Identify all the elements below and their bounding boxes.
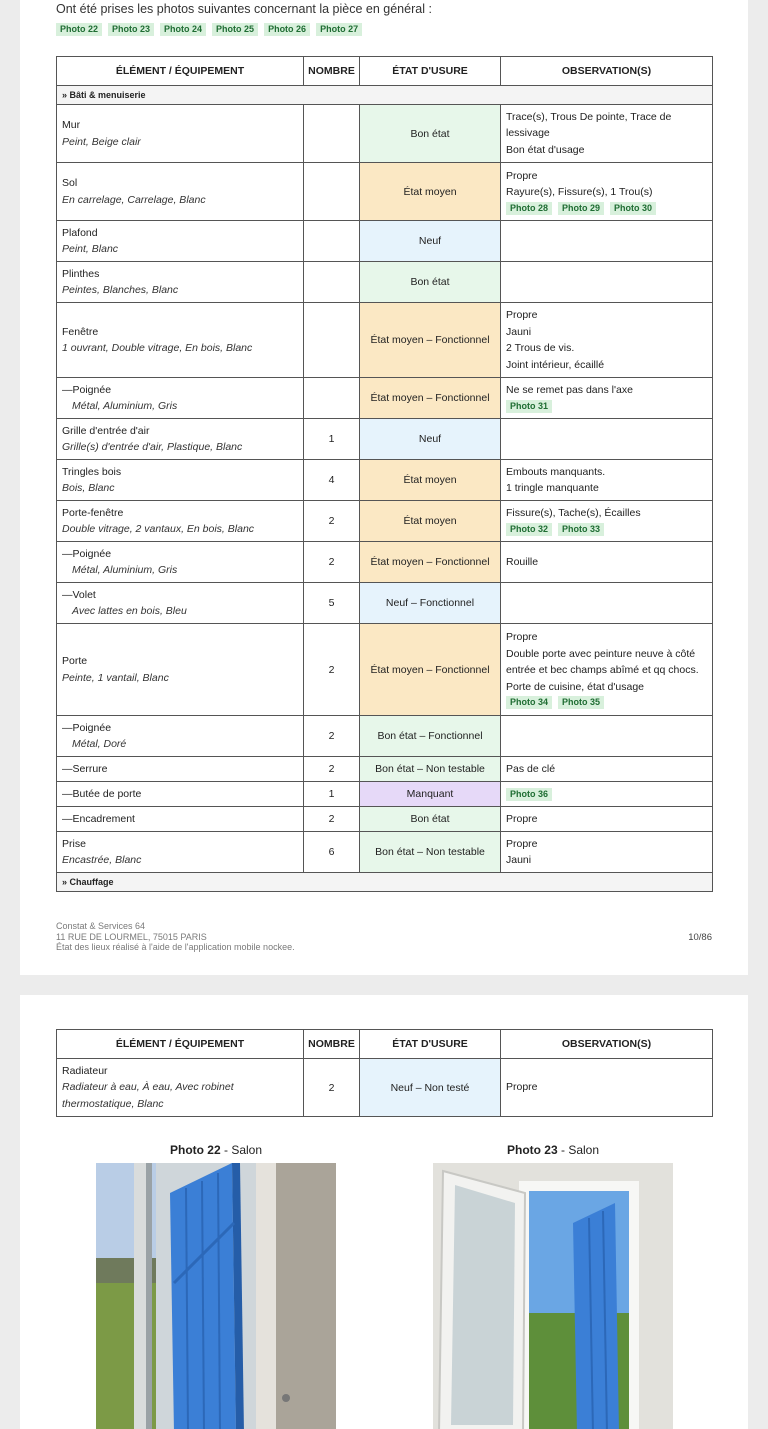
photo-tag[interactable]: Photo 29 [558,202,604,215]
element-desc: Peint, Blanc [62,243,119,255]
element-name: Radiateur [62,1064,108,1077]
element-desc: Peint, Beige clair [62,135,141,148]
element-name: Grille d'entrée d'air [62,424,150,437]
element-name: Fenêtre [62,325,99,338]
observation-line: Double porte avec peinture neuve à côté entrée et bec champs abîmé et qq chocs. [506,647,699,676]
section-row [57,873,713,892]
footer-note: État des lieux réalisé à l'aide de l'application mobile nockee. [56,942,295,952]
table-row [57,378,713,419]
element-count [304,303,360,378]
element-state: Neuf – Fonctionnel [360,583,501,624]
observation-line: Embouts manquants. [506,465,606,478]
element-state: État moyen – Fonctionnel [360,542,501,583]
photo-tag[interactable]: Photo 27 [316,23,362,36]
element-name: Sol [62,177,78,189]
report-page-11 [20,995,748,1429]
element-count: 2 [304,757,360,782]
observation-line: Ne se remet pas dans l'axe [506,384,633,397]
table-row [57,716,713,757]
element-state: Bon état – Fonctionnel [360,716,501,757]
photo-tag[interactable]: Photo 26 [264,23,310,36]
element-count: 2 [304,1059,360,1117]
table-header-row [57,1030,713,1059]
footer-address: 11 RUE DE LOURMEL, 75015 PARIS [56,931,207,942]
element-count: 1 [304,782,360,807]
table-row [57,262,713,303]
element-desc: Avec lattes en bois, Bleu [72,605,187,617]
photo-tag[interactable]: Photo 32 [506,523,552,536]
element-name: —Volet [62,588,96,601]
photo-tag[interactable]: Photo 30 [610,202,656,215]
observation-cell [501,221,713,262]
element-desc: Peinte, 1 vantail, Blanc [62,671,169,684]
photo-22-block [96,1143,336,1429]
photo-label: Photo 22 [169,1143,221,1157]
table-row [57,807,713,832]
observation-line: Rouille [506,555,539,568]
observation-line: Jauni [506,325,532,338]
element-state: État moyen – Fonctionnel [360,378,501,419]
element-count: 1 [304,419,360,460]
element-name: —Poignée [62,547,112,560]
element-desc: Encastrée, Blanc [62,854,142,866]
general-photo-tags [56,23,362,36]
observation-line: Jauni [506,854,532,866]
section-chauffage-label: » Chauffage [57,873,713,892]
table-row [57,163,713,221]
element-name: Plafond [62,226,98,239]
observation-line: Joint intérieur, écaillé [506,358,605,371]
element-count [304,163,360,221]
footer-company: Constat & Services 64 [56,921,146,931]
observation-line: Fissure(s), Tache(s), Écailles [506,507,641,520]
element-desc: Métal, Doré [72,738,127,750]
observation-cell [501,419,713,460]
header-element: ÉLÉMENT / ÉQUIPEMENT [57,1030,304,1059]
report-page-10 [20,0,748,975]
element-desc: 1 ouvrant, Double vitrage, En bois, Blanc [62,342,253,354]
table-row [57,419,713,460]
element-state: Bon état [360,105,501,163]
element-count: 2 [304,542,360,583]
element-name: Plinthes [62,267,100,280]
element-count [304,378,360,419]
observation-line: 2 Trous de vis. [506,342,575,354]
element-desc: Peintes, Blanches, Blanc [62,284,179,296]
observation-line: Porte de cuisine, état d'usage [506,680,645,693]
element-desc: Grille(s) d'entrée d'air, Plastique, Blanc [62,441,243,453]
photo-22-image[interactable] [96,1163,336,1429]
element-state: Bon état [360,807,501,832]
element-name: —Poignée [62,383,112,396]
element-name: Prise [62,837,86,850]
observation-line: Propre [506,631,538,643]
element-state: Bon état – Non testable [360,757,501,782]
element-count: 4 [304,460,360,501]
inventory-table [56,1029,713,1117]
element-state: Neuf [360,221,501,262]
element-name: Mur [62,119,81,131]
photo-caption [96,1143,336,1157]
element-desc: Métal, Aluminium, Gris [72,400,178,412]
observation-line: Propre [506,812,538,825]
table-row [57,501,713,542]
header-observations: OBSERVATION(S) [501,57,713,86]
observation-line: Bon état d'usage [506,143,585,156]
section-row [57,86,713,105]
photo-23-image[interactable] [433,1163,673,1429]
observation-cell [501,262,713,303]
table-row [57,221,713,262]
element-count [304,262,360,303]
inventory-table [56,56,713,892]
observation-line: Rayure(s), Fissure(s), 1 Trou(s) [506,186,653,198]
element-count [304,105,360,163]
table-row [57,542,713,583]
table-row [57,1059,713,1117]
observation-line: Propre [506,169,538,182]
element-desc: Bois, Blanc [62,482,115,494]
element-name: Porte-fenêtre [62,506,124,519]
observation-line: Trace(s), Trous De pointe, Trace de lessivage [506,110,672,140]
element-count: 2 [304,807,360,832]
element-name: —Serrure [62,762,108,775]
element-state: Manquant [360,782,501,807]
photo-label: Photo 23 [506,1143,558,1157]
table-row [57,832,713,873]
photo-tag[interactable]: Photo 25 [212,23,258,36]
element-state: État moyen – Fonctionnel [360,624,501,716]
element-name: Porte [62,655,88,667]
header-element: ÉLÉMENT / ÉQUIPEMENT [57,57,304,86]
page-footer [56,921,295,953]
element-count: 5 [304,583,360,624]
page-number: 10/86 [688,932,712,943]
photo-tag[interactable]: Photo 31 [506,400,552,413]
element-state: Neuf [360,419,501,460]
table-row [57,757,713,782]
photos-intro-text: Ont été prises les photos suivantes concernant la pièce en général : [56,2,432,16]
photo-23-block [433,1143,673,1429]
element-count: 2 [304,624,360,716]
element-state: Neuf – Non testé [360,1059,501,1117]
photo-tag[interactable]: Photo 33 [558,523,604,536]
table-row [57,583,713,624]
element-name: —Encadrement [62,812,135,825]
element-desc: En carrelage, Carrelage, Blanc [62,193,206,206]
observation-cell [501,716,713,757]
element-state: Bon état [360,262,501,303]
table-row [57,105,713,163]
element-name: Tringles bois [62,465,122,478]
element-desc: Métal, Aluminium, Gris [72,564,178,576]
header-nombre: NOMBRE [304,57,360,86]
header-etat: ÉTAT D'USURE [360,57,501,86]
table-row [57,460,713,501]
table-row [57,303,713,378]
element-state: État moyen [360,501,501,542]
element-count: 6 [304,832,360,873]
observation-line: Propre [506,1081,538,1094]
photo-tag[interactable]: Photo 36 [506,788,552,801]
element-name: —Poignée [62,721,112,734]
table-header-row [57,57,713,86]
element-state: État moyen [360,163,501,221]
photo-tag[interactable]: Photo 35 [558,696,604,709]
photo-tag[interactable]: Photo 22 [56,23,102,36]
photo-tag[interactable]: Photo 28 [506,202,552,215]
element-state: État moyen [360,460,501,501]
observation-cell [501,583,713,624]
element-count [304,221,360,262]
section-bati-label: » Bâti & menuiserie [57,86,713,105]
photo-tag[interactable]: Photo 23 [108,23,154,36]
photo-tag[interactable]: Photo 34 [506,696,552,709]
photo-tag[interactable]: Photo 24 [160,23,206,36]
photo-room: - Salon [557,1143,600,1157]
element-count: 2 [304,501,360,542]
element-count: 2 [304,716,360,757]
element-state: État moyen – Fonctionnel [360,303,501,378]
element-name: —Butée de porte [62,787,142,800]
table-row [57,782,713,807]
observation-line: 1 tringle manquante [506,482,599,494]
element-desc: Double vitrage, 2 vantaux, En bois, Blanc [62,523,255,535]
photo-room: - Salon [220,1143,263,1157]
header-etat: ÉTAT D'USURE [360,1030,501,1059]
element-state: Bon état – Non testable [360,832,501,873]
table-row [57,624,713,716]
element-desc: Radiateur à eau, À eau, Avec robinet thermostatique, Blanc [62,1081,234,1110]
observation-line: Pas de clé [506,762,556,775]
observation-line: Propre [506,309,538,321]
header-nombre: NOMBRE [304,1030,360,1059]
header-observations: OBSERVATION(S) [501,1030,713,1059]
observation-line: Propre [506,837,538,850]
photo-caption [433,1143,673,1157]
